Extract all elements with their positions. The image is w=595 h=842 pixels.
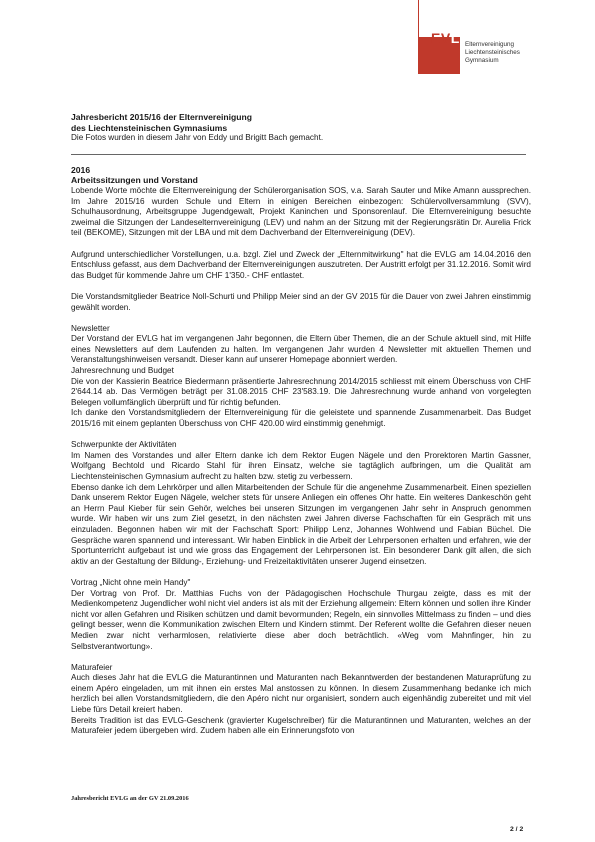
evlg-logo xyxy=(418,0,538,80)
section-title-newsletter: Newsletter xyxy=(71,323,110,333)
paragraph: Aufgrund unterschiedlicher Vorstellungen, u.a. bzgl. Ziel und Zweck der „Elternmitwirkung" hat die EVLG am 14.04.2016 den Entschluss gefasst, aus dem Dachverband der Elternvereinigungen auszutreten. Der Austritt erfolgt per 31.12.2016. Somit wird das Budget für kommende Jahre um CHF 1'350.- CHF entlastet. xyxy=(71,249,531,280)
section-title-aktivitaeten: Schwerpunkte der Aktivitäten xyxy=(71,440,177,450)
paragraph: Die Vorstandsmitglieder Beatrice Noll-Schurti und Philipp Meier sind an der GV 2015 für die Dauer von zwei Jahren einstimmig gewählt worden. xyxy=(71,291,531,312)
report-title: Jahresbericht 2015/16 der Elternvereinigung xyxy=(71,112,253,122)
logo-line-1: Elternvereinigung xyxy=(465,41,515,48)
logo-line-2: Liechtensteinisches xyxy=(465,49,520,56)
logo-subtitle xyxy=(465,41,520,65)
photo-note: Die Fotos wurden in diesem Jahr von Eddy und Brigitt Bach gemacht. xyxy=(71,133,324,143)
paragraph: Bereits Tradition ist das EVLG-Geschenk (gravierter Kugelschreiber) für die Maturantinnen und Maturanten, welches an der Maturafeier jedem übergeben wird. Zudem haben alle ein Erinnerungsfoto von xyxy=(71,715,531,736)
paragraph: Der Vortrag von Prof. Dr. Matthias Fuchs von der Pädagogischen Hochschule Thurgau zeigte, dass es mit der Medienkompetenz Jugendlicher wohl nicht viel anders ist als mit der Erziehung allgemein: Eltern können und sollen ihre Kinder nicht vor allen Gefahren und Risiken schützen und damit bevormunden; Regeln, ein sinnvolles Mittelmass zu finden – und dies gelingt besser, wenn die Kommunikation zwischen Eltern und Kindern stimmt. Der Referent wollte die Gefahren dieser neuen Medien zwar nicht verharmlosen, relativierte diese aber doch beträchtlich. «Weg vom Mahnfinger, hin zu Selbstverantwortung». xyxy=(71,588,531,651)
paragraph: Lobende Worte möchte die Elternvereinigung der Schülerorganisation SOS, v.a. Sarah Sauter und Mike Amann aussprechen. Im Jahre 2015/16 wurden Schule und Eltern in einigen Bereichen einbezogen: Schülervollversammlung (SVV), Schulhausordnung, Arbeitsgruppe Jugendgewalt, Projekt Kaninchen und Sponsorenlauf. Die Elternvereinigung besuchte zweimal die Sitzungen der Landeselternvereinigung (LEV) und nahm an der Sitzung mit der Regierungsrätin Dr. Aurelia Frick teil (BEKOME), Sitzungen mit der LBA und mit dem Dachverband der Elternvereinigung (DEV). xyxy=(71,185,531,238)
year-label: 2016 xyxy=(71,164,91,175)
report-body xyxy=(71,112,531,737)
paragraph: Ich danke den Vorstandsmitgliedern der Elternvereinigung für die geleistete und spannende Zusammenarbeit. Das Budget 2015/16 mit einem geplanten Überschuss von CHF 420.00 wird einstimmig genehmigt. xyxy=(71,408,531,429)
paragraph: Auch dieses Jahr hat die EVLG die Maturantinnen und Maturanten nach Bekanntwerden der bestandenen Maturaprüfung zu einem Apéro eingeladen, um mit ihnen ein erstes Mal anstossen zu können. In diesem Zusammenhang bedanke ich mich herzlich bei allen Vorstandsmitgliedern, die den Apéro nicht nur organisiert, sondern auch eigenhändig zubereitet und mit viel Liebe fürs Detail kreiert haben. xyxy=(71,673,531,715)
section-title-jahresrechnung: Jahresrechnung und Budget xyxy=(71,366,174,376)
section-title-arbeitssitzungen: Arbeitssitzungen und Vorstand xyxy=(71,175,198,186)
report-subtitle: des Liechtensteinischen Gymnasiums xyxy=(71,122,228,133)
paragraph: Im Namen des Vorstandes und aller Eltern danke ich dem Rektor Eugen Nägele und den Prorektoren Martin Gassner, Wolfgang Bechtold und Ricardo Stahl für ihren Einsatz, welche sie tagtäglich aufbringen, um die Qualität am Liechtensteinischen Gymnasium aufrecht zu halten bzw. stetig zu verbessern. xyxy=(71,450,531,481)
logo-line-3: Gymnasium xyxy=(465,57,499,64)
section-title-vortrag: Vortrag „Nicht ohne mein Handy" xyxy=(71,577,191,587)
logo-lg: LG xyxy=(450,30,472,46)
paragraph: Der Vorstand der EVLG hat im vergangenen Jahr begonnen, die Eltern über Themen, die an der Schule aktuell sind, mit Hilfe eines Newsletters auf dem Laufenden zu halten. Im vergangenen Jahr wurden 4 Newsletter mit aktuellen Themen und Veranstaltungshinweisen versandt. Dieser kann auf unserer Homepage abonniert werden. xyxy=(71,334,531,365)
paragraph: Die von der Kassierin Beatrice Biedermann präsentierte Jahresrechnung 2014/2015 schliesst mit einem Überschuss von CHF 2'644.14 ab. Das Vermögen beträgt per 31.08.2015 CHF 23'583.19. Die Jahresrechnung wurde anhand von vorgelegten Belegen vollumfänglich überprüft und für richtig befunden. xyxy=(71,376,531,407)
footer-text: Jahresbericht EVLG an der GV 21.09.2016 xyxy=(71,795,189,802)
paragraph: Ebenso danke ich dem Lehrkörper und allen Mitarbeitenden der Schule für die angenehme Zusammenarbeit. Einen speziellen Dank unserem Rektor Eugen Nägele, welcher stets für unsere Anliegen ein offenes Ohr hatte. Ein weiteres Dankeschön geht an Herrn Paul Kieber für sein Gehör, welches bei unseren Sitzungen im vergangenen Jahr sehr in Anspruch genommen wurde. Wir haben wir uns zum Ziel gesetzt, in den nächsten zwei Jahren diverse Fachschaften für ein Gespräch mit uns einzuladen. Begonnen haben wir mit der Fachschaft Sport: Philipp Lenz, Johannes Wohlwend und Fabian Büchel. Die Gespräche waren spannend und interessant. Wir haben Einblick in die Arbeit der Lehrpersonen erhalten und erfahren, wie der Sportunterricht aufgebaut ist und wie gross das Engagement der Lehrpersonen ist. Ein besonderer Dank gilt allen, die sich aktiv an der Gestaltung der Bildung-, Erziehung- und Freizeitaktivitäten unserer Jugend einsetzen. xyxy=(71,482,531,566)
logo-ev: EV xyxy=(431,30,451,46)
section-title-maturafeier: Maturafeier xyxy=(71,662,113,672)
page-number: 2 / 2 xyxy=(510,826,524,833)
divider xyxy=(71,154,526,155)
